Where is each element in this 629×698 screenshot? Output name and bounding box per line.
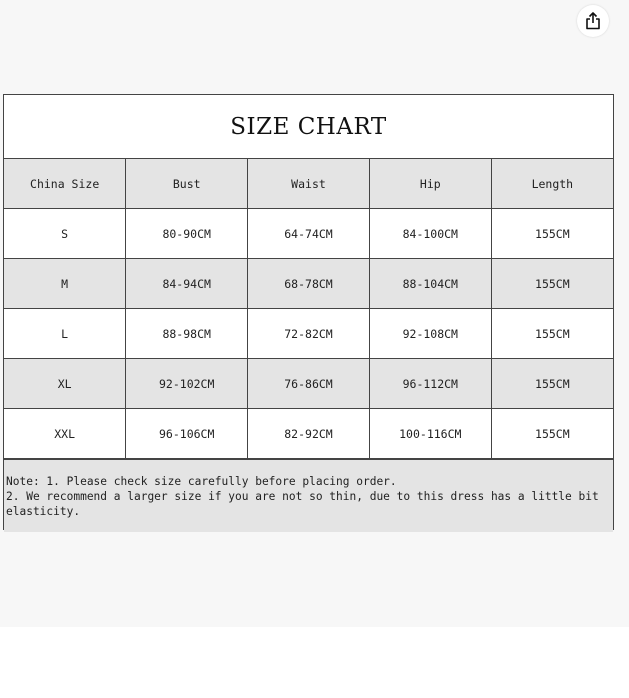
table-cell: 155CM: [491, 359, 613, 409]
table-cell: 155CM: [491, 209, 613, 259]
table-cell: 96-106CM: [126, 409, 248, 459]
table-cell: 80-90CM: [126, 209, 248, 259]
table-cell: 88-98CM: [126, 309, 248, 359]
table-row: [4, 259, 613, 309]
table-cell: 64-74CM: [248, 209, 370, 259]
share-icon: [585, 12, 601, 30]
column-header: Waist: [248, 159, 370, 209]
table-cell: XXL: [4, 409, 126, 459]
column-header: Hip: [369, 159, 491, 209]
size-notes: [4, 459, 613, 532]
table-row: [4, 309, 613, 359]
note-line: 2. We recommend a larger size if you are not so thin, due to this dress has a little bit elasticity.: [6, 490, 606, 518]
table-cell: 82-92CM: [248, 409, 370, 459]
table-cell: 84-100CM: [369, 209, 491, 259]
table-cell: L: [4, 309, 126, 359]
table-cell: 88-104CM: [369, 259, 491, 309]
table-cell: 155CM: [491, 409, 613, 459]
table-row: [4, 409, 613, 459]
table-cell: S: [4, 209, 126, 259]
table-cell: 92-108CM: [369, 309, 491, 359]
table-cell: 155CM: [491, 309, 613, 359]
table-cell: XL: [4, 359, 126, 409]
table-row: [4, 359, 613, 409]
table-cell: 84-94CM: [126, 259, 248, 309]
table-cell: 100-116CM: [369, 409, 491, 459]
table-cell: 68-78CM: [248, 259, 370, 309]
table-cell: 155CM: [491, 259, 613, 309]
size-chart: [3, 94, 614, 530]
column-header: China Size: [4, 159, 126, 209]
table-row: [4, 209, 613, 259]
note-line: Note: 1. Please check size carefully before placing order.: [6, 475, 397, 488]
table-header-row: [4, 159, 613, 209]
column-header: Length: [491, 159, 613, 209]
column-header: Bust: [126, 159, 248, 209]
size-table: [4, 159, 613, 459]
table-cell: M: [4, 259, 126, 309]
share-button[interactable]: [577, 5, 609, 37]
table-cell: 72-82CM: [248, 309, 370, 359]
table-cell: 92-102CM: [126, 359, 248, 409]
table-cell: 96-112CM: [369, 359, 491, 409]
table-cell: 76-86CM: [248, 359, 370, 409]
size-chart-title: SIZE CHART: [4, 95, 613, 159]
